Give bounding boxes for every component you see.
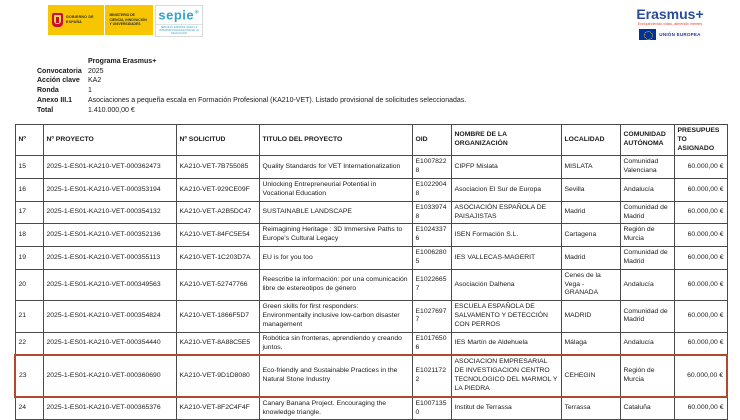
erasmus-tagline: Enriqueciendo vidas, abriendo mentes xyxy=(637,22,703,26)
table-cell: Comunidad de Madrid xyxy=(620,201,674,224)
table-cell: 16 xyxy=(15,179,43,202)
erasmus-title: Erasmus+ xyxy=(636,6,704,22)
gobierno-logo-left xyxy=(48,5,105,35)
table-cell: 2025-1-ES01-KA210-VET-000353194 xyxy=(43,179,176,202)
eu-flag-icon xyxy=(639,29,656,40)
table-cell: Madrid xyxy=(561,201,620,224)
table-cell: 2025-1-ES01-KA210-VET-000349563 xyxy=(43,269,176,300)
table-cell: Unlocking Entrepreneurial Potential in Vocational Education xyxy=(259,179,412,202)
table-cell: Andalucía xyxy=(620,179,674,202)
table-cell: ASOCIACIÓN ESPAÑOLA DE PAISAJISTAS xyxy=(451,201,561,224)
table-cell: 60.000,00 € xyxy=(674,201,727,224)
meta-row xyxy=(37,76,466,86)
table-row xyxy=(15,201,727,224)
table-cell: Cataluña xyxy=(620,397,674,420)
meta-label: Acción clave xyxy=(37,77,80,85)
table-cell: EU is for you too xyxy=(259,247,412,270)
table-cell: 60.000,00 € xyxy=(674,156,727,179)
table-cell: 2025-1-ES01-KA210-VET-000360690 xyxy=(43,355,176,396)
column-header: NOMBRE DE LA ORGANIZACIÓN xyxy=(451,125,561,156)
spain-coat-of-arms-icon xyxy=(52,13,63,27)
table-cell: E10229048 xyxy=(412,179,451,202)
table-cell: E10211722 xyxy=(412,355,451,396)
table-cell: 23 xyxy=(15,355,43,396)
table-header-row xyxy=(15,125,727,156)
meta-row xyxy=(37,96,466,106)
table-cell: 2025-1-ES01-KA210-VET-000352136 xyxy=(43,224,176,247)
table-cell: 18 xyxy=(15,224,43,247)
table-cell: 24 xyxy=(15,397,43,420)
table-cell: E10226657 xyxy=(412,269,451,300)
table-cell: E10062805 xyxy=(412,247,451,270)
table-cell: 60.000,00 € xyxy=(674,179,727,202)
table-cell: Green skills for first responders: Environmentally inclusive low-carbon disaster management xyxy=(259,301,412,332)
table-cell: 20 xyxy=(15,269,43,300)
column-header: OID xyxy=(412,125,451,156)
table-cell: 60.000,00 € xyxy=(674,269,727,300)
table-row xyxy=(15,224,727,247)
table-cell: 2025-1-ES01-KA210-VET-000354824 xyxy=(43,301,176,332)
table-cell: ISEN Formación S.L. xyxy=(451,224,561,247)
eu-label: UNIÓN EUROPEA xyxy=(659,32,701,37)
table-cell: 60.000,00 € xyxy=(674,355,727,396)
sepie-wordmark xyxy=(158,7,199,21)
table-row xyxy=(15,179,727,202)
column-header: Nº SOLICITUD xyxy=(176,125,259,156)
table-cell: 21 xyxy=(15,301,43,332)
table-cell: Quality Standards for VET Internationalization xyxy=(259,156,412,179)
table-cell: KA210-VET-9D1D8080 xyxy=(176,355,259,396)
meta-value: 2025 xyxy=(88,67,104,75)
table-cell: 17 xyxy=(15,201,43,224)
meta-row xyxy=(37,106,466,116)
column-header: COMUNIDAD AUTÓNOMA xyxy=(620,125,674,156)
table-cell: Reescribe la información: por una comunicación libre de estereotipos de género xyxy=(259,269,412,300)
table-cell: Asociacion El Sur de Europa xyxy=(451,179,561,202)
table-cell: KA210-VET-929CE09F xyxy=(176,179,259,202)
table-cell: Región de Murcia xyxy=(620,224,674,247)
table-cell: E10243376 xyxy=(412,224,451,247)
meta-value: 1 xyxy=(88,87,92,95)
table-cell: E10339748 xyxy=(412,201,451,224)
meta-label-spacer xyxy=(37,57,88,67)
table-cell: KA210-VET-8F2C4F4F xyxy=(176,397,259,420)
table-cell: E10071350 xyxy=(412,397,451,420)
column-header: TITULO DEL PROYECTO xyxy=(259,125,412,156)
sepie-word-text: sepie xyxy=(158,7,195,23)
table-cell: Andalucía xyxy=(620,269,674,300)
table-cell: CIPFP Mislata xyxy=(451,156,561,179)
table-cell: Comunidad de Madrid xyxy=(620,247,674,270)
table-cell: 2025-1-ES01-KA210-VET-000355113 xyxy=(43,247,176,270)
table-cell: KA210-VET-1C203D7A xyxy=(176,247,259,270)
table-row xyxy=(15,247,727,270)
table-cell: Cartagena xyxy=(561,224,620,247)
gobierno-espana-logo xyxy=(48,5,153,35)
eu-flag-row xyxy=(620,29,720,40)
table-row xyxy=(15,301,727,332)
table-cell: Región de Murcia xyxy=(620,355,674,396)
meta-row-programa xyxy=(37,57,466,67)
table-cell: MADRID xyxy=(561,301,620,332)
sepie-star-icon: ✳ xyxy=(194,10,200,17)
table-cell: 2025-1-ES01-KA210-VET-000354440 xyxy=(43,332,176,355)
table-cell: ESCUELA ESPAÑOLA DE SALVAMENTO Y DETECCIÓN CON PERROS xyxy=(451,301,561,332)
column-header: LOCALIDAD xyxy=(561,125,620,156)
table-cell: Sevilla xyxy=(561,179,620,202)
table-cell: KA210-VET-1866F5D7 xyxy=(176,301,259,332)
meta-value: 1.410.000,00 € xyxy=(88,106,135,114)
table-cell: ASOCIACION EMPRESARIAL DE INVESTIGACION CENTRO TECNOLOGICO DEL MARMOL Y LA PIEDRA xyxy=(451,355,561,396)
meta-label: Ronda xyxy=(37,87,59,95)
meta-rows xyxy=(37,67,466,116)
table-cell: KA210-VET-84FC5E54 xyxy=(176,224,259,247)
table-row xyxy=(15,269,727,300)
table-cell: IES VALLECAS-MAGERIT xyxy=(451,247,561,270)
column-header: Nº PROYECTO xyxy=(43,125,176,156)
table-cell: Eco-friendly and Sustainable Practices in the Natural Stone Industry xyxy=(259,355,412,396)
table-cell: Institut de Terrassa xyxy=(451,397,561,420)
results-table-body xyxy=(15,156,727,420)
table-cell: 60.000,00 € xyxy=(674,247,727,270)
table-cell: 60.000,00 € xyxy=(674,224,727,247)
table-cell: CEHEGIN xyxy=(561,355,620,396)
table-cell: Cenes de la Vega - GRANADA xyxy=(561,269,620,300)
results-table xyxy=(14,124,728,420)
document-meta xyxy=(37,57,466,115)
table-cell: Canary Banana Project. Encouraging the knowledge triangle. xyxy=(259,397,412,420)
table-cell: Robótica sin fronteras, aprendiendo y creando juntos. xyxy=(259,332,412,355)
table-cell: E10078228 xyxy=(412,156,451,179)
meta-value: KA2 xyxy=(88,77,102,85)
table-cell: KA210-VET-8A88C5E5 xyxy=(176,332,259,355)
table-cell: Andalucía xyxy=(620,332,674,355)
table-cell: KA210-VET-52747766 xyxy=(176,269,259,300)
table-cell: Madrid xyxy=(561,247,620,270)
table-cell: IES Martín de Aldehuela xyxy=(451,332,561,355)
table-cell: KA210-VET-A2B5DC47 xyxy=(176,201,259,224)
table-cell: 2025-1-ES01-KA210-VET-000354132 xyxy=(43,201,176,224)
meta-row xyxy=(37,86,466,96)
gobierno-label: GOBIERNO DE ESPAÑA xyxy=(66,15,94,24)
table-cell: 19 xyxy=(15,247,43,270)
table-row xyxy=(15,397,727,420)
table-cell: 60.000,00 € xyxy=(674,332,727,355)
table-cell: 22 xyxy=(15,332,43,355)
column-header: PRESUPUESTO ASIGNADO xyxy=(674,125,727,156)
table-cell: E10176506 xyxy=(412,332,451,355)
meta-label: Convocatoria xyxy=(37,67,82,75)
meta-label: Anexo III.1 xyxy=(37,96,73,104)
table-cell: KA210-VET-7B755085 xyxy=(176,156,259,179)
table-row xyxy=(15,332,727,355)
table-row xyxy=(15,156,727,179)
table-cell: E10276977 xyxy=(412,301,451,332)
table-cell: Asociación Dalhena xyxy=(451,269,561,300)
meta-value: Asociaciones a pequeña escala en Formación Profesional (KA210-VET). Listado provisional de solicitudes seleccionadas. xyxy=(88,96,467,104)
programa-title: Programa Erasmus+ xyxy=(88,58,157,65)
table-cell: SUSTAINABLE LANDSCAPE xyxy=(259,201,412,224)
sepie-subtitle: SERVICIO ESPAÑOL PARA LA INTERNACIONALIZACIÓN DE LA EDUCACIÓN xyxy=(156,24,202,35)
column-header: Nº xyxy=(15,125,43,156)
table-row-highlighted xyxy=(15,355,727,396)
erasmus-plus-logo xyxy=(620,7,720,40)
table-cell: Terrassa xyxy=(561,397,620,420)
table-cell: 2025-1-ES01-KA210-VET-000362473 xyxy=(43,156,176,179)
table-cell: 60.000,00 € xyxy=(674,397,727,420)
ministerio-label: MINISTERIO DE CIENCIA, INNOVACIÓN Y UNIVERSIDADES xyxy=(109,13,147,27)
table-cell: 2025-1-ES01-KA210-VET-000365376 xyxy=(43,397,176,420)
table-cell: 60.000,00 € xyxy=(674,301,727,332)
table-cell: MISLATA xyxy=(561,156,620,179)
meta-label: Total xyxy=(37,106,54,114)
table-cell: Málaga xyxy=(561,332,620,355)
table-cell: Reimagining Heritage : 3D Immersive Paths to Europe's Cultural Legacy xyxy=(259,224,412,247)
meta-row xyxy=(37,67,466,77)
table-cell: 15 xyxy=(15,156,43,179)
table-cell: Comunidad de Madrid xyxy=(620,301,674,332)
table-cell: Comunidad Valenciana xyxy=(620,156,674,179)
sepie-logo xyxy=(155,5,203,37)
